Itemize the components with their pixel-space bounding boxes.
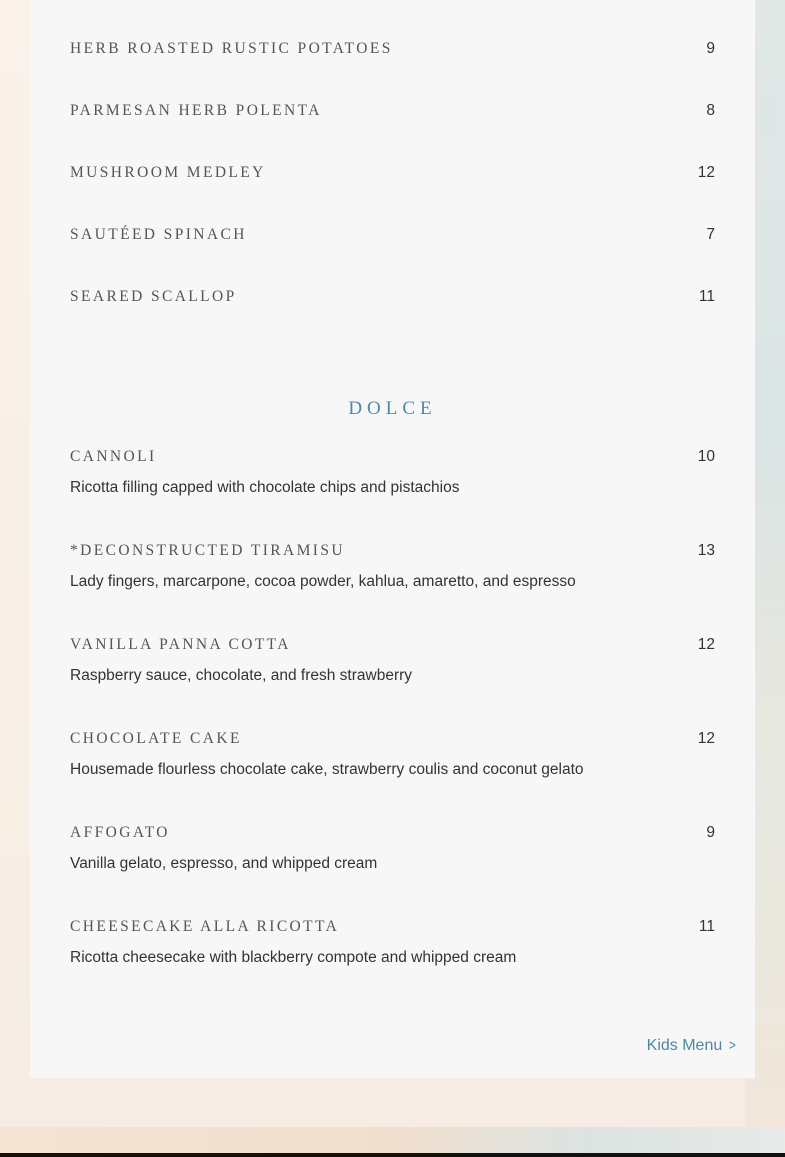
- menu-item-price: 9: [706, 40, 715, 57]
- menu-item-name: SAUTÉED SPINACH: [70, 226, 247, 243]
- menu-item-price: 11: [698, 288, 715, 305]
- menu-item-price: 12: [697, 730, 715, 747]
- menu-item: [70, 164, 715, 182]
- menu-item-name: CHOCOLATE CAKE: [70, 730, 242, 747]
- menu-item: [70, 918, 715, 967]
- menu-item: [70, 824, 715, 873]
- menu-item: [70, 730, 715, 779]
- menu-item-name: CANNOLI: [70, 448, 157, 465]
- menu-item-description: Vanilla gelato, espresso, and whipped cream: [70, 855, 378, 872]
- bottom-border: [0, 1153, 785, 1157]
- menu-item-name: CHEESECAKE ALLA RICOTTA: [70, 918, 340, 935]
- kids-menu-link[interactable]: [647, 1037, 737, 1055]
- menu-item-description: Housemade flourless chocolate cake, strawberry coulis and coconut gelato: [70, 761, 584, 778]
- menu-item-description: Ricotta filling capped with chocolate chips and pistachios: [70, 479, 460, 496]
- menu-item-price: 8: [706, 102, 715, 119]
- menu-item-name: *DECONSTRUCTED TIRAMISU: [70, 542, 345, 559]
- menu-item-price: 9: [706, 824, 715, 841]
- menu-item: [70, 288, 715, 306]
- background-texture-bottom: [0, 1127, 785, 1153]
- menu-item-price: 7: [706, 226, 715, 243]
- chevron-right-icon: >: [729, 1037, 737, 1054]
- menu-item: [70, 40, 715, 58]
- menu-item-description: Lady fingers, marcarpone, cocoa powder, kahlua, amaretto, and espresso: [70, 573, 576, 590]
- kids-menu-label: Kids Menu: [646, 1037, 723, 1054]
- menu-card: [30, 0, 755, 1078]
- menu-item-name: SEARED SCALLOP: [70, 288, 237, 305]
- menu-item-name: HERB ROASTED RUSTIC POTATOES: [70, 40, 393, 57]
- menu-item-description: Raspberry sauce, chocolate, and fresh strawberry: [70, 667, 413, 684]
- menu-item-price: 12: [697, 164, 715, 181]
- menu-item-name: AFFOGATO: [70, 824, 170, 841]
- section-title-dolce: DOLCE: [348, 398, 437, 419]
- menu-item-name: MUSHROOM MEDLEY: [70, 164, 266, 181]
- menu-item-price: 13: [697, 542, 715, 559]
- menu-item-price: 12: [697, 636, 715, 653]
- menu-item-description: Ricotta cheesecake with blackberry compote and whipped cream: [70, 949, 517, 966]
- menu-item: [70, 542, 715, 591]
- menu-item: [70, 102, 715, 120]
- menu-item: [70, 226, 715, 244]
- menu-item-price: 11: [698, 918, 715, 935]
- menu-item-name: PARMESAN HERB POLENTA: [70, 102, 322, 119]
- menu-item: [70, 636, 715, 685]
- menu-item-name: VANILLA PANNA COTTA: [70, 636, 291, 653]
- menu-item-price: 10: [697, 448, 715, 465]
- menu-item: [70, 448, 715, 497]
